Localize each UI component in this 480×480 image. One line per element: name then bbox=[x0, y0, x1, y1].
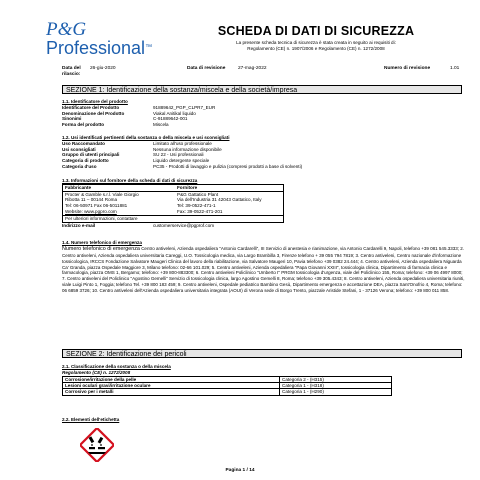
emergency-centers: Centro antiveleni, Azienda ospedaliera "Antonio Cardarelli", III Servizio di anestesia e rianimazione, via Antonio Cardarelli 9, Napoli, telefono +39 081 545.3333; 2. Centro antiveleni, Azienda ospedaliera universitaria Careggi, U.O. Tossicologia medica, via Largo Brambilla 3, Firenze telefono + 39 055 794 7819; 3. Centro antiveleni, Centro nazionale d'informazione tossicologica, IRCCS Fondazione Salvatore Maugeri Clinica del lavoro della riabilitazione, via Salvatore Maugeri 10, Pavia telefono +39 0382 24.444; 4. Centro antiveleni, Azienda ospedaliera Niguarda Ca' Granda, piazza Ospedale Maggiore 3, Milano telefono: 02-66 101.029; 5. Centro antiveleni, Azienda ospedaliera "Papa Giovanni XXIII", tossicologia clinica, Dipartimento di farmacia clinica e farmacologia, piazza OMS 1, Bergamo; telefono: +39 800-883300; 6. Centro antiveleni Policlinico "Umberto I" PRGM tossicologia d'urgenza, viale del Policlinico 155, Roma; telefono: +39 06 4997 8000; 7. Centro antiveleni del Policlinico "Agostino Gemelli" Servizio di tossicologia clinica, largo Agostino Gemelli 8, Roma; telefono +39 305.4343; 8. Centro antiveleni, Azienda ospedaliera universitaria riuniti, viale Luigi Pinto 1, Foggia; telefono Tel. +39 800 183 459; 9. Centro antiveleni, Ospedale pediatrico Bambino Gesù, Dipartimento emergenza e accettazione DEA, piazza Sant'Onofrio 4, Roma; telefono: 06 6859 3726; 10. Centro antiveleni dell'Azienda ospedaliera universitaria integrata (AOUI) di Verona sede di Borgo Trento, piazzale Aristide Stefani, 1 - 37126 Verona; telefono: +39 800 011 858. bbox=[62, 245, 465, 294]
heading-2-2: 2.2. Elementi dell'etichetta bbox=[62, 417, 120, 422]
header-subtitle-1: La presente scheda tecnica di sicurezza è stata creata in seguito ai requisiti di: bbox=[236, 40, 396, 45]
email-label: Indirizzo e-mail bbox=[62, 222, 96, 228]
field-row: Categoria d'uso PC35 - Prodotti di lavaggio e pulizia (compresi prodotti a base di solventi) bbox=[62, 163, 303, 169]
logo-brand: P&G bbox=[46, 19, 87, 40]
table-row: Lesioni oculari gravi/irritazione oculare Categoria 1 - (H318) bbox=[63, 383, 392, 389]
field-row: Denominazione del Prodotto Viakal Anitikal liquido bbox=[62, 110, 196, 116]
field-row: Forma del prodotto Miscela bbox=[62, 122, 169, 128]
pg-professional-logo bbox=[46, 20, 176, 57]
field-row: Usi sconsigliati Nessuna informazione disponibile bbox=[62, 146, 222, 152]
field-row: Identificatore del Prodotto 91889642_PGP_CLPR7_EUR bbox=[62, 104, 216, 110]
section-1-1 bbox=[62, 99, 466, 128]
field-row: Categoria di prodotto Liquido detergente speciale bbox=[62, 158, 210, 164]
document-header bbox=[176, 24, 456, 52]
supplier-box bbox=[62, 184, 284, 223]
heading-1-1: 1.1. Identificatore del prodotto bbox=[62, 99, 128, 104]
email-value[interactable]: customerservice@pgprof.com bbox=[153, 222, 215, 228]
section-1-4 bbox=[62, 240, 466, 294]
logo-line2: Professional™ bbox=[46, 38, 153, 58]
revision-number-value: 1.01 bbox=[450, 66, 460, 71]
manufacturer-website[interactable]: Website: www.pgpro.com bbox=[65, 208, 117, 214]
field-row: Uso Raccomandato Limitato all'uso professionale bbox=[62, 140, 212, 146]
email-row bbox=[62, 223, 466, 229]
table-row: Corrosivo per i metalli Categoria 1 - (H290) bbox=[63, 389, 392, 395]
issue-date-label: Data del rilascio: bbox=[62, 66, 81, 77]
classification-table bbox=[62, 376, 392, 396]
emergency-text bbox=[62, 246, 466, 294]
emergency-label: Numero telefonico di emergenza bbox=[62, 245, 140, 252]
supplier-heading: Fornitore bbox=[177, 184, 198, 190]
section-2-title: SEZIONE 2: Identificazione dei pericoli bbox=[62, 349, 462, 358]
corrosion-pictogram-icon bbox=[80, 428, 114, 462]
revision-date-label: Data di revisione bbox=[187, 66, 226, 71]
heading-1-4: 1.4. Numero telefonico di emergenza bbox=[62, 240, 142, 245]
regulation-label: Regolamento (CE) n. 1272/2008 bbox=[62, 369, 131, 375]
document-title: SCHEDA DI DATI DI SICUREZZA bbox=[217, 24, 415, 38]
heading-1-3: 1.3. Informazioni sul fornitore della scheda di dati di sicurezza bbox=[62, 178, 198, 183]
revision-number-label: Numero di revisione bbox=[384, 66, 431, 71]
table-row: Corrosione/irritazione della pelle Categoria 2 - (H315) bbox=[63, 376, 392, 382]
section-2-2 bbox=[62, 417, 466, 423]
section-1-3 bbox=[62, 178, 466, 228]
supplier-details: P&G Gattatico Plant Via dell'Industria 31 42043 Gattatico, Italy Tel: 39-0522-471-1 Fax: 39-0522-471-201 bbox=[177, 191, 262, 214]
revision-meta bbox=[62, 66, 466, 77]
field-row: Gruppo di utenti principali SU 22 - Usi professionali bbox=[62, 152, 204, 158]
field-row: Sinonimi C-91889642-001 bbox=[62, 116, 188, 122]
issue-date-value: 26-giu-2020 bbox=[90, 66, 116, 71]
revision-date-value: 27-mag-2022 bbox=[238, 66, 267, 71]
contact-note: Per ulteriori informazioni, contattare bbox=[63, 215, 283, 222]
page-number: Pagina 1 / 14 bbox=[225, 468, 255, 473]
section-2-1 bbox=[62, 364, 466, 396]
header-subtitle-2: Regolamento (CE) n. 1907/2006 e Regolamento (CE) n. 1272/2008 bbox=[247, 46, 385, 51]
heading-2-1: 2.1. Classificazione della sostanza o della miscela bbox=[62, 364, 171, 369]
section-1-2 bbox=[62, 135, 466, 170]
heading-1-2: 1.2. Usi identificati pertinenti della sostanza o della miscela e usi sconsigliati bbox=[62, 135, 230, 140]
section-1-title: SEZIONE 1: Identificazione della sostanza/miscela e della società/impresa bbox=[62, 85, 462, 94]
manufacturer-heading: Fabbricante bbox=[65, 184, 92, 190]
manufacturer-details: Procter & Gamble s.r.l. Viale Giorgio Ribotta 11 – 00144 Roma Tel: 06-50971 Fax 06-5011881 Website: www.pgpro.com bbox=[63, 192, 175, 215]
